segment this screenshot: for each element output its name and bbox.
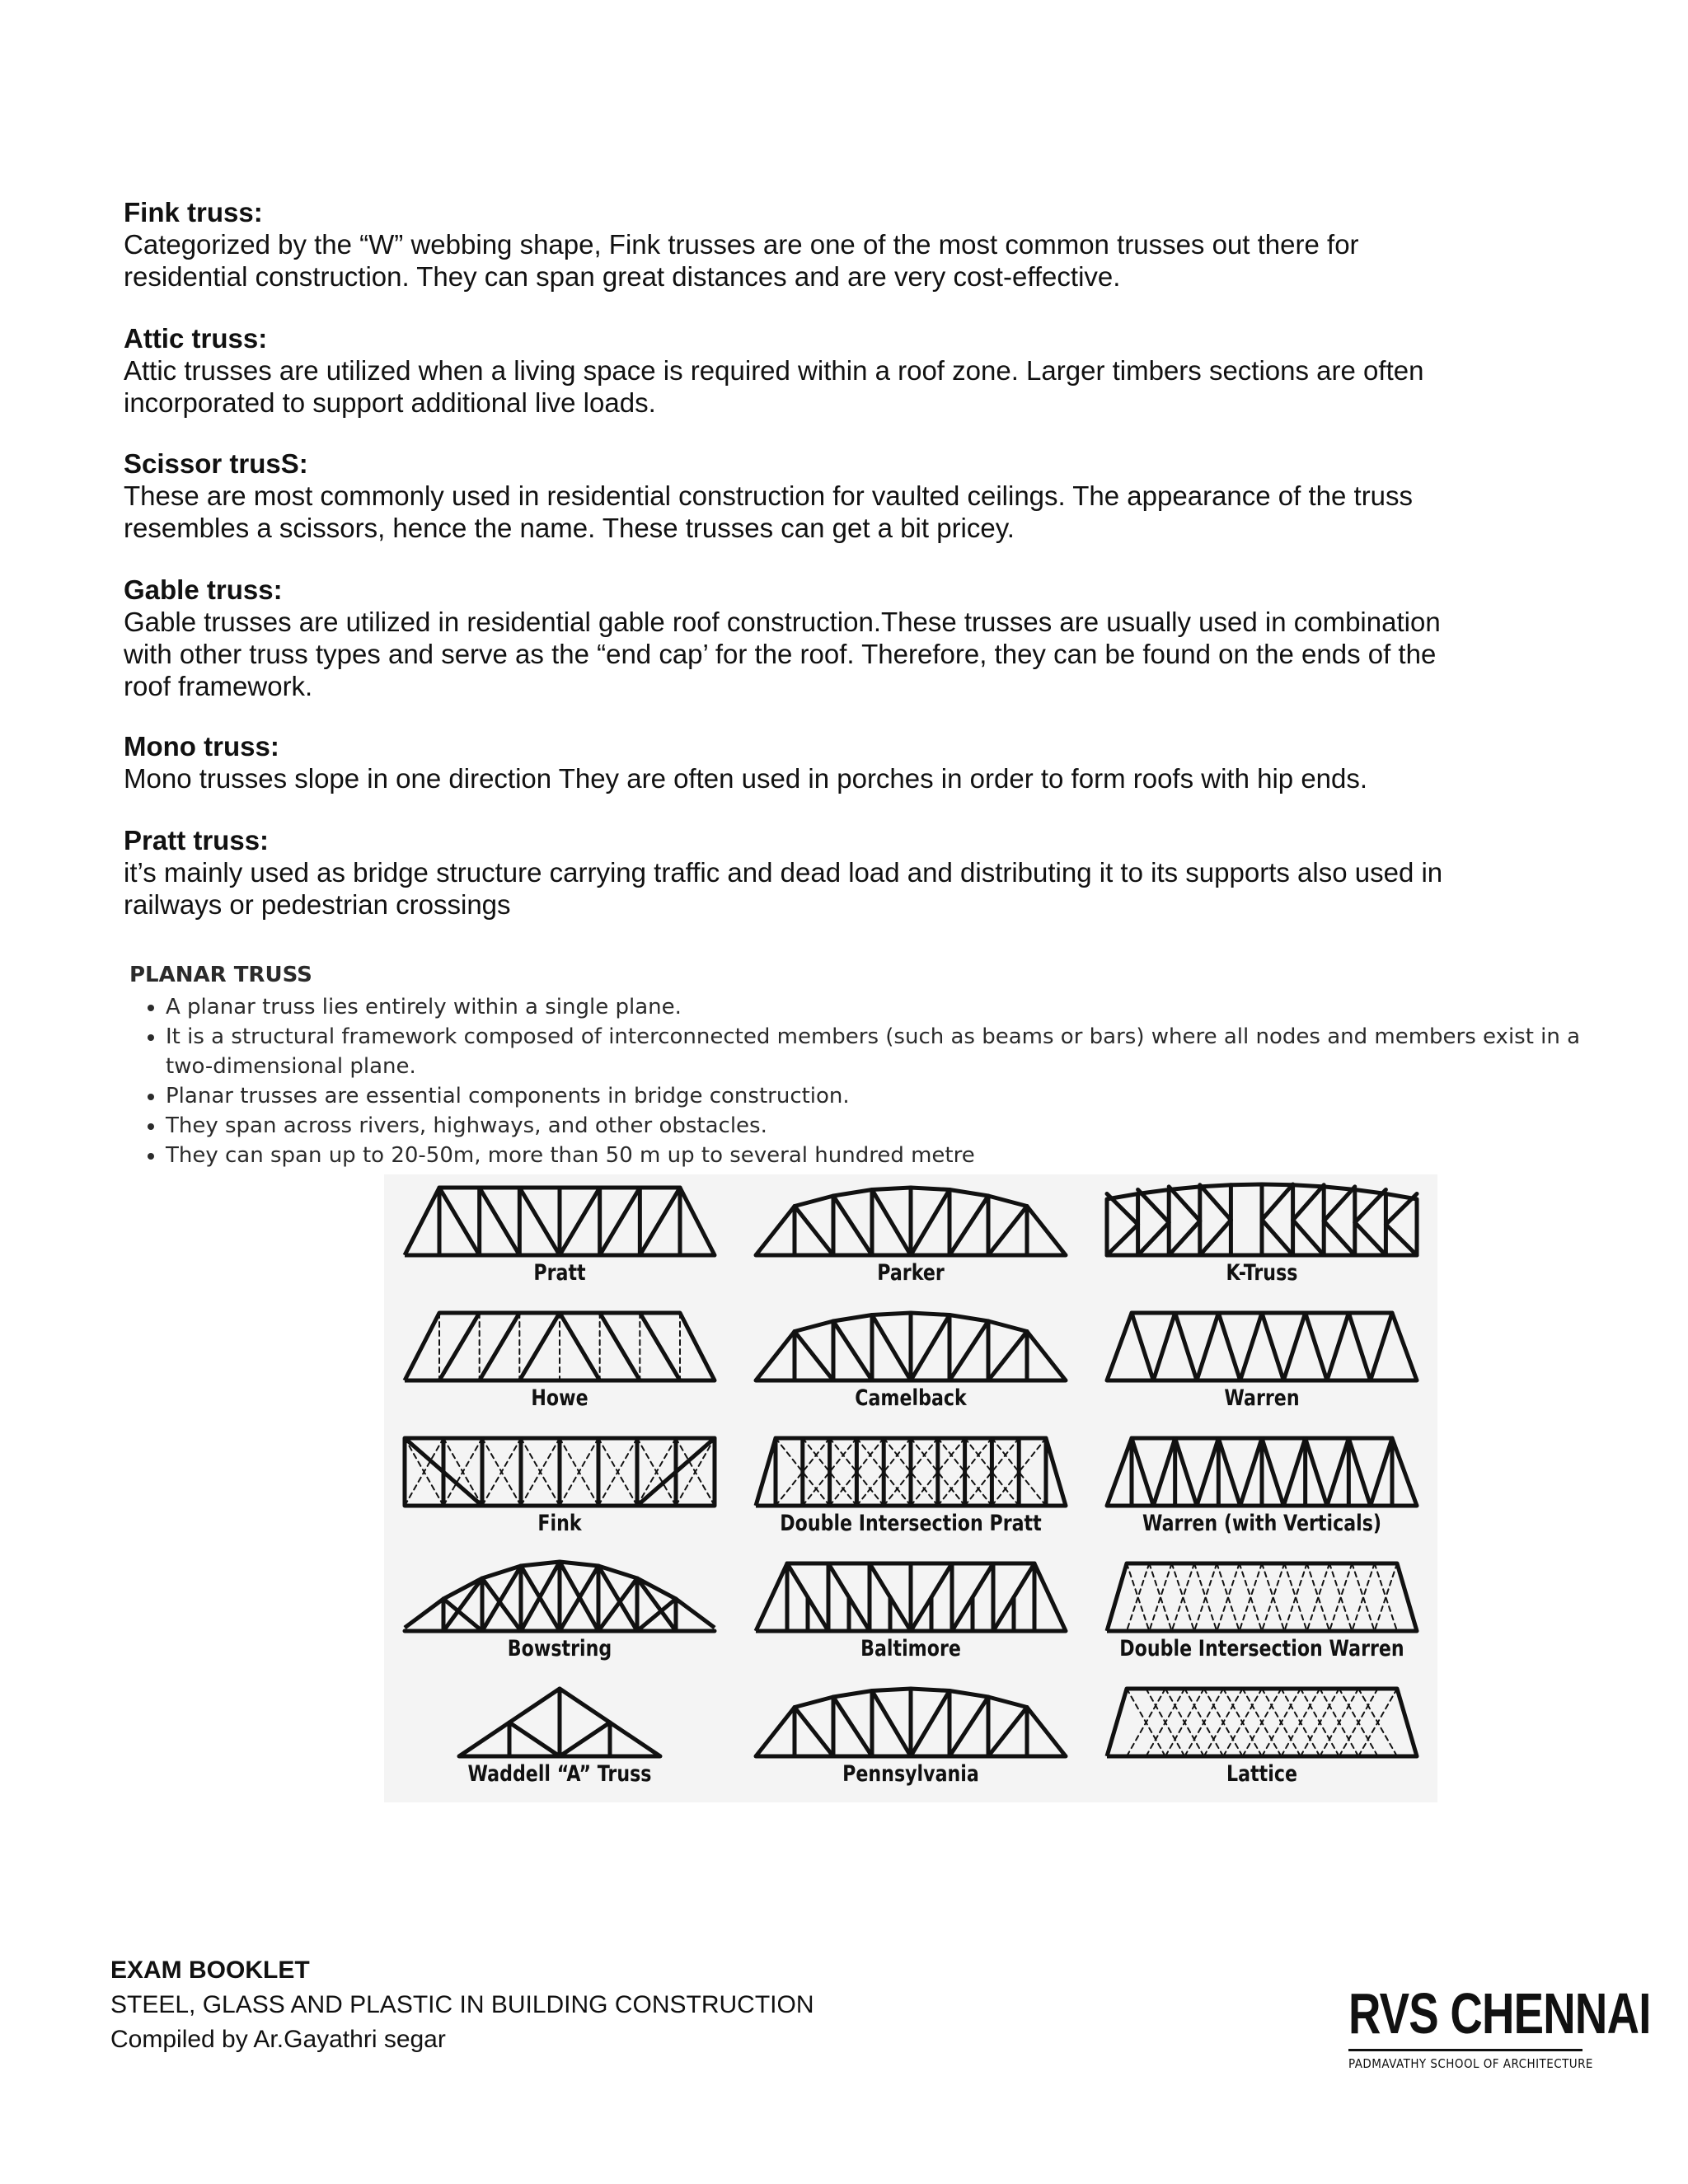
truss-label: Pratt [533, 1260, 586, 1286]
truss-diagram-parker [746, 1179, 1076, 1262]
truss-cell-warren [1086, 1300, 1437, 1425]
truss-cell-camelback [735, 1300, 1086, 1425]
logo-name: RVS CHENNAI [1348, 1981, 1651, 2046]
section-fink [124, 196, 1475, 293]
section-pratt [124, 824, 1475, 921]
list-item: • A planar truss lies entirely within a single plane. [166, 992, 1597, 1022]
truss-cell-warrenv [1086, 1425, 1437, 1550]
truss-cell-baltimore [735, 1550, 1086, 1675]
section-body: Attic trusses are utilized when a living space is required within a roof zone. Larger timbers sections are often incorporated to support additional live loads. [124, 355, 1424, 418]
footer-compiler: Compiled by Ar.Gayathri segar [110, 2026, 446, 2053]
truss-cell-dipratt [735, 1425, 1086, 1550]
section-body: it’s mainly used as bridge structure carrying traffic and dead load and distributing it to its supports also used in railways or pedestrian crossings [124, 857, 1443, 920]
truss-diagram-warrenv [1097, 1430, 1427, 1512]
truss-diagram-camelback [746, 1305, 1076, 1387]
truss-label: Waddell “A” Truss [467, 1761, 652, 1787]
section-title: Scissor trusS: [124, 448, 308, 479]
section-attic [124, 322, 1475, 419]
section-body: Mono trusses slope in one direction They are often used in porches in order to form roofs with hip ends. [124, 763, 1368, 794]
truss-diagram-warren [1097, 1305, 1427, 1387]
truss-diagram-lattice [1097, 1680, 1427, 1763]
section-gable [124, 574, 1475, 702]
planar-truss-block [129, 963, 1597, 1170]
truss-diagram-ktruss [1097, 1179, 1427, 1262]
planar-truss-title: PLANAR TRUSS [129, 963, 312, 987]
footer [110, 1953, 814, 2057]
truss-label: Warren [1224, 1385, 1300, 1411]
truss-cell-bowstring [384, 1550, 735, 1675]
truss-label: Baltimore [860, 1636, 961, 1661]
section-title: Gable truss: [124, 574, 283, 605]
truss-diagram-bowstring [395, 1555, 724, 1638]
truss-cell-howe [384, 1300, 735, 1425]
truss-label: Camelback [855, 1385, 967, 1411]
logo-divider [1348, 2049, 1582, 2051]
list-item: • It is a structural framework composed of interconnected members (such as beams or bars) where all nodes and members exist in a two-dimensional plane. [166, 1022, 1597, 1081]
truss-label: Fink [537, 1511, 582, 1536]
truss-label: Double Intersection Pratt [780, 1511, 1042, 1536]
section-title: Fink truss: [124, 197, 263, 227]
truss-cell-pratt [384, 1174, 735, 1300]
truss-cell-parker [735, 1174, 1086, 1300]
truss-label: Pennsylvania [842, 1761, 979, 1787]
truss-cell-diwarren [1086, 1550, 1437, 1675]
truss-diagram-diwarren [1097, 1555, 1427, 1638]
truss-cell-fink [384, 1425, 735, 1550]
truss-label: Double Intersection Warren [1119, 1636, 1404, 1661]
truss-label: Bowstring [507, 1636, 612, 1661]
section-scissor [124, 448, 1475, 544]
section-body: These are most commonly used in residential construction for vaulted ceilings. The appearance of the truss resembles a scissors, hence the name. These trusses can get a bit pricey. [124, 480, 1414, 543]
truss-cell-ktruss [1086, 1174, 1437, 1300]
truss-label: Parker [877, 1260, 945, 1286]
truss-label: Warren (with Verticals) [1142, 1511, 1382, 1536]
section-body: Categorized by the “W” webbing shape, Fink trusses are one of the most common trusses out there for residential construction. They can span great distances and are very cost-effective. [124, 229, 1359, 292]
planar-truss-list [129, 992, 1597, 1170]
truss-diagram-fink [395, 1430, 724, 1512]
truss-diagram-dipratt [746, 1430, 1076, 1512]
truss-label: Howe [531, 1385, 588, 1411]
section-title: Mono truss: [124, 731, 279, 762]
section-body: Gable trusses are utilized in residential gable roof construction.These trusses are usually used in combination with other truss types and serve as the “end cap’ for the roof. Therefore, they can be found on the ends of the roof framework. [124, 607, 1441, 701]
rvs-logo [1348, 1981, 1651, 2071]
truss-types-figure [384, 1174, 1437, 1802]
truss-label: K-Truss [1226, 1260, 1298, 1286]
section-mono [124, 730, 1475, 794]
truss-diagram-pennsylvania [746, 1680, 1076, 1763]
truss-cell-lattice [1086, 1675, 1437, 1801]
logo-tagline: PADMAVATHY SCHOOL OF ARCHITECTURE [1348, 2056, 1593, 2071]
truss-cell-pennsylvania [735, 1675, 1086, 1801]
truss-cell-waddell [384, 1675, 735, 1801]
list-item: • Planar trusses are essential components in bridge construction. [166, 1081, 1597, 1111]
truss-diagram-baltimore [746, 1555, 1076, 1638]
truss-diagram-pratt [395, 1179, 724, 1262]
list-item: • They span across rivers, highways, and other obstacles. [166, 1111, 1597, 1141]
footer-subject: STEEL, GLASS AND PLASTIC IN BUILDING CONSTRUCTION [110, 1991, 814, 2018]
truss-diagram-waddell [395, 1680, 724, 1763]
truss-label: Lattice [1226, 1761, 1297, 1787]
footer-title: EXAM BOOKLET [110, 1957, 310, 1984]
section-title: Attic truss: [124, 323, 268, 354]
list-item: • They can span up to 20-50m, more than 50 m up to several hundred metre [166, 1141, 1597, 1170]
truss-diagram-howe [395, 1305, 724, 1387]
section-title: Pratt truss: [124, 825, 270, 855]
